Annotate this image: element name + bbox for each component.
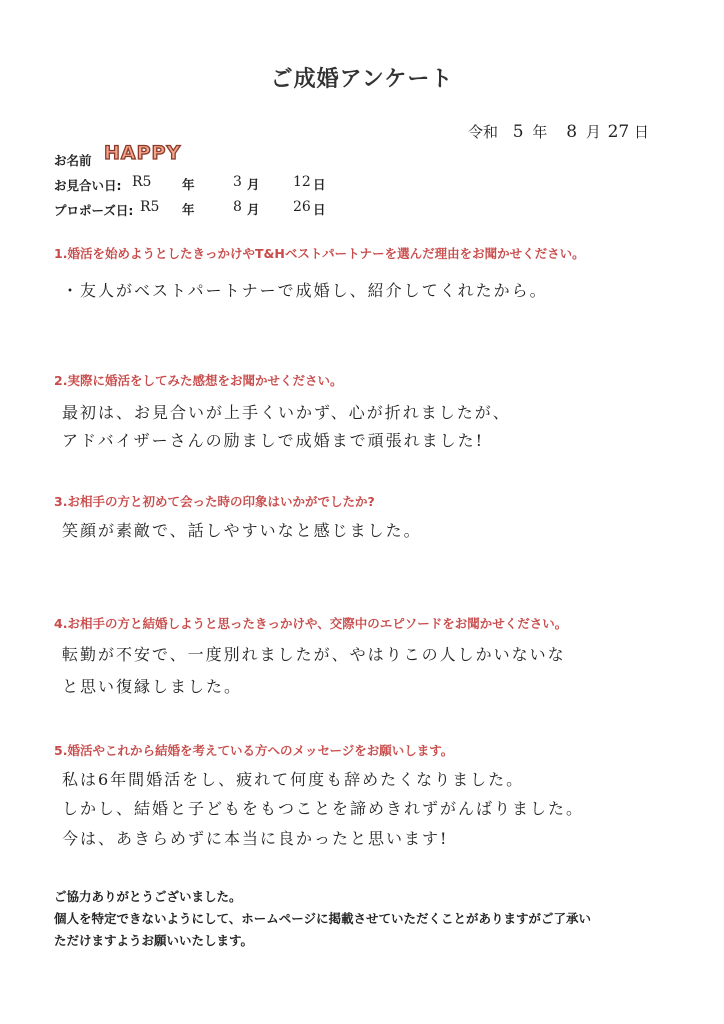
meeting-date-label: お見合い日:: [54, 178, 122, 193]
date-year-unit: 年: [532, 123, 548, 141]
question-1: 1.婚活を始めようとしたきっかけやT&Hベストパートナーを選んだ理由をお聞かせください。: [54, 246, 585, 261]
question-2: 2.実際に婚活をしてみた感想をお聞かせください。: [54, 373, 343, 388]
meeting-month-unit: 月: [247, 177, 260, 192]
date-day-unit: 日: [634, 123, 650, 141]
date-era: 令和: [468, 123, 499, 141]
question-4: 4.お相手の方と結婚しようと思ったきっかけや、交際中のエピソードをお聞かせください。: [54, 616, 568, 631]
answer-2-line-2: アドバイザーさんの励ましで成婚まで頑張れました!: [62, 431, 485, 450]
survey-date: [468, 121, 649, 142]
proposal-era: R5: [140, 199, 160, 215]
meeting-year-unit: 年: [182, 177, 195, 192]
nickname-sticker: [104, 142, 181, 164]
date-month: 8: [566, 122, 578, 142]
answer-4-line-2: と思い復縁しました。: [62, 677, 243, 696]
answer-1-line-1: ・友人がベストパートナーで成婚し、紹介してくれたから。: [62, 281, 548, 300]
answer-4-line-1: 転勤が不安で、一度別れましたが、やはりこの人しかいないな: [62, 645, 566, 664]
footer-notice-line-1: 個人を特定できないようにして、ホームページに掲載させていただくことがありますがご了承い: [54, 911, 592, 926]
proposal-year-unit: 年: [182, 202, 195, 217]
nickname-value: HAPPY: [104, 142, 182, 164]
answer-5-line-3: 今は、あきらめずに本当に良かったと思います!: [62, 829, 449, 848]
footer-notice-line-2: ただけますようお願いいたします。: [54, 933, 254, 948]
page-title: ご成婚アンケート: [270, 67, 454, 92]
proposal-date-label: プロポーズ日:: [54, 203, 134, 218]
proposal-day-unit: 日: [313, 202, 326, 217]
date-month-unit: 月: [585, 123, 601, 141]
date-day: 27: [607, 122, 630, 142]
answer-5-line-2: しかし、結婚と子どもをもつことを諦めきれずがんばりました。: [62, 799, 585, 818]
answer-3-line-1: 笑顔が素敵で、話しやすいなと感じました。: [62, 521, 422, 540]
meeting-day: 12: [293, 174, 311, 190]
question-3: 3.お相手の方と初めて会った時の印象はいかがでしたか?: [54, 494, 375, 509]
proposal-month-unit: 月: [247, 202, 260, 217]
proposal-month: 8: [233, 199, 242, 215]
meeting-era: R5: [132, 174, 152, 190]
question-5: 5.婚活やこれから結婚を考えている方へのメッセージをお願いします。: [54, 743, 454, 758]
answer-2-line-1: 最初は、お見合いが上手くいかず、心が折れましたが、: [62, 403, 511, 422]
date-year: 5: [512, 122, 524, 142]
proposal-day: 26: [293, 199, 311, 215]
footer-thanks: ご協力ありがとうございました。: [54, 889, 242, 904]
name-label: お名前: [54, 153, 92, 168]
meeting-day-unit: 日: [313, 177, 326, 192]
answer-5-line-1: 私は6年間婚活をし、疲れて何度も辞めたくなりました。: [62, 770, 525, 789]
meeting-month: 3: [233, 174, 242, 190]
